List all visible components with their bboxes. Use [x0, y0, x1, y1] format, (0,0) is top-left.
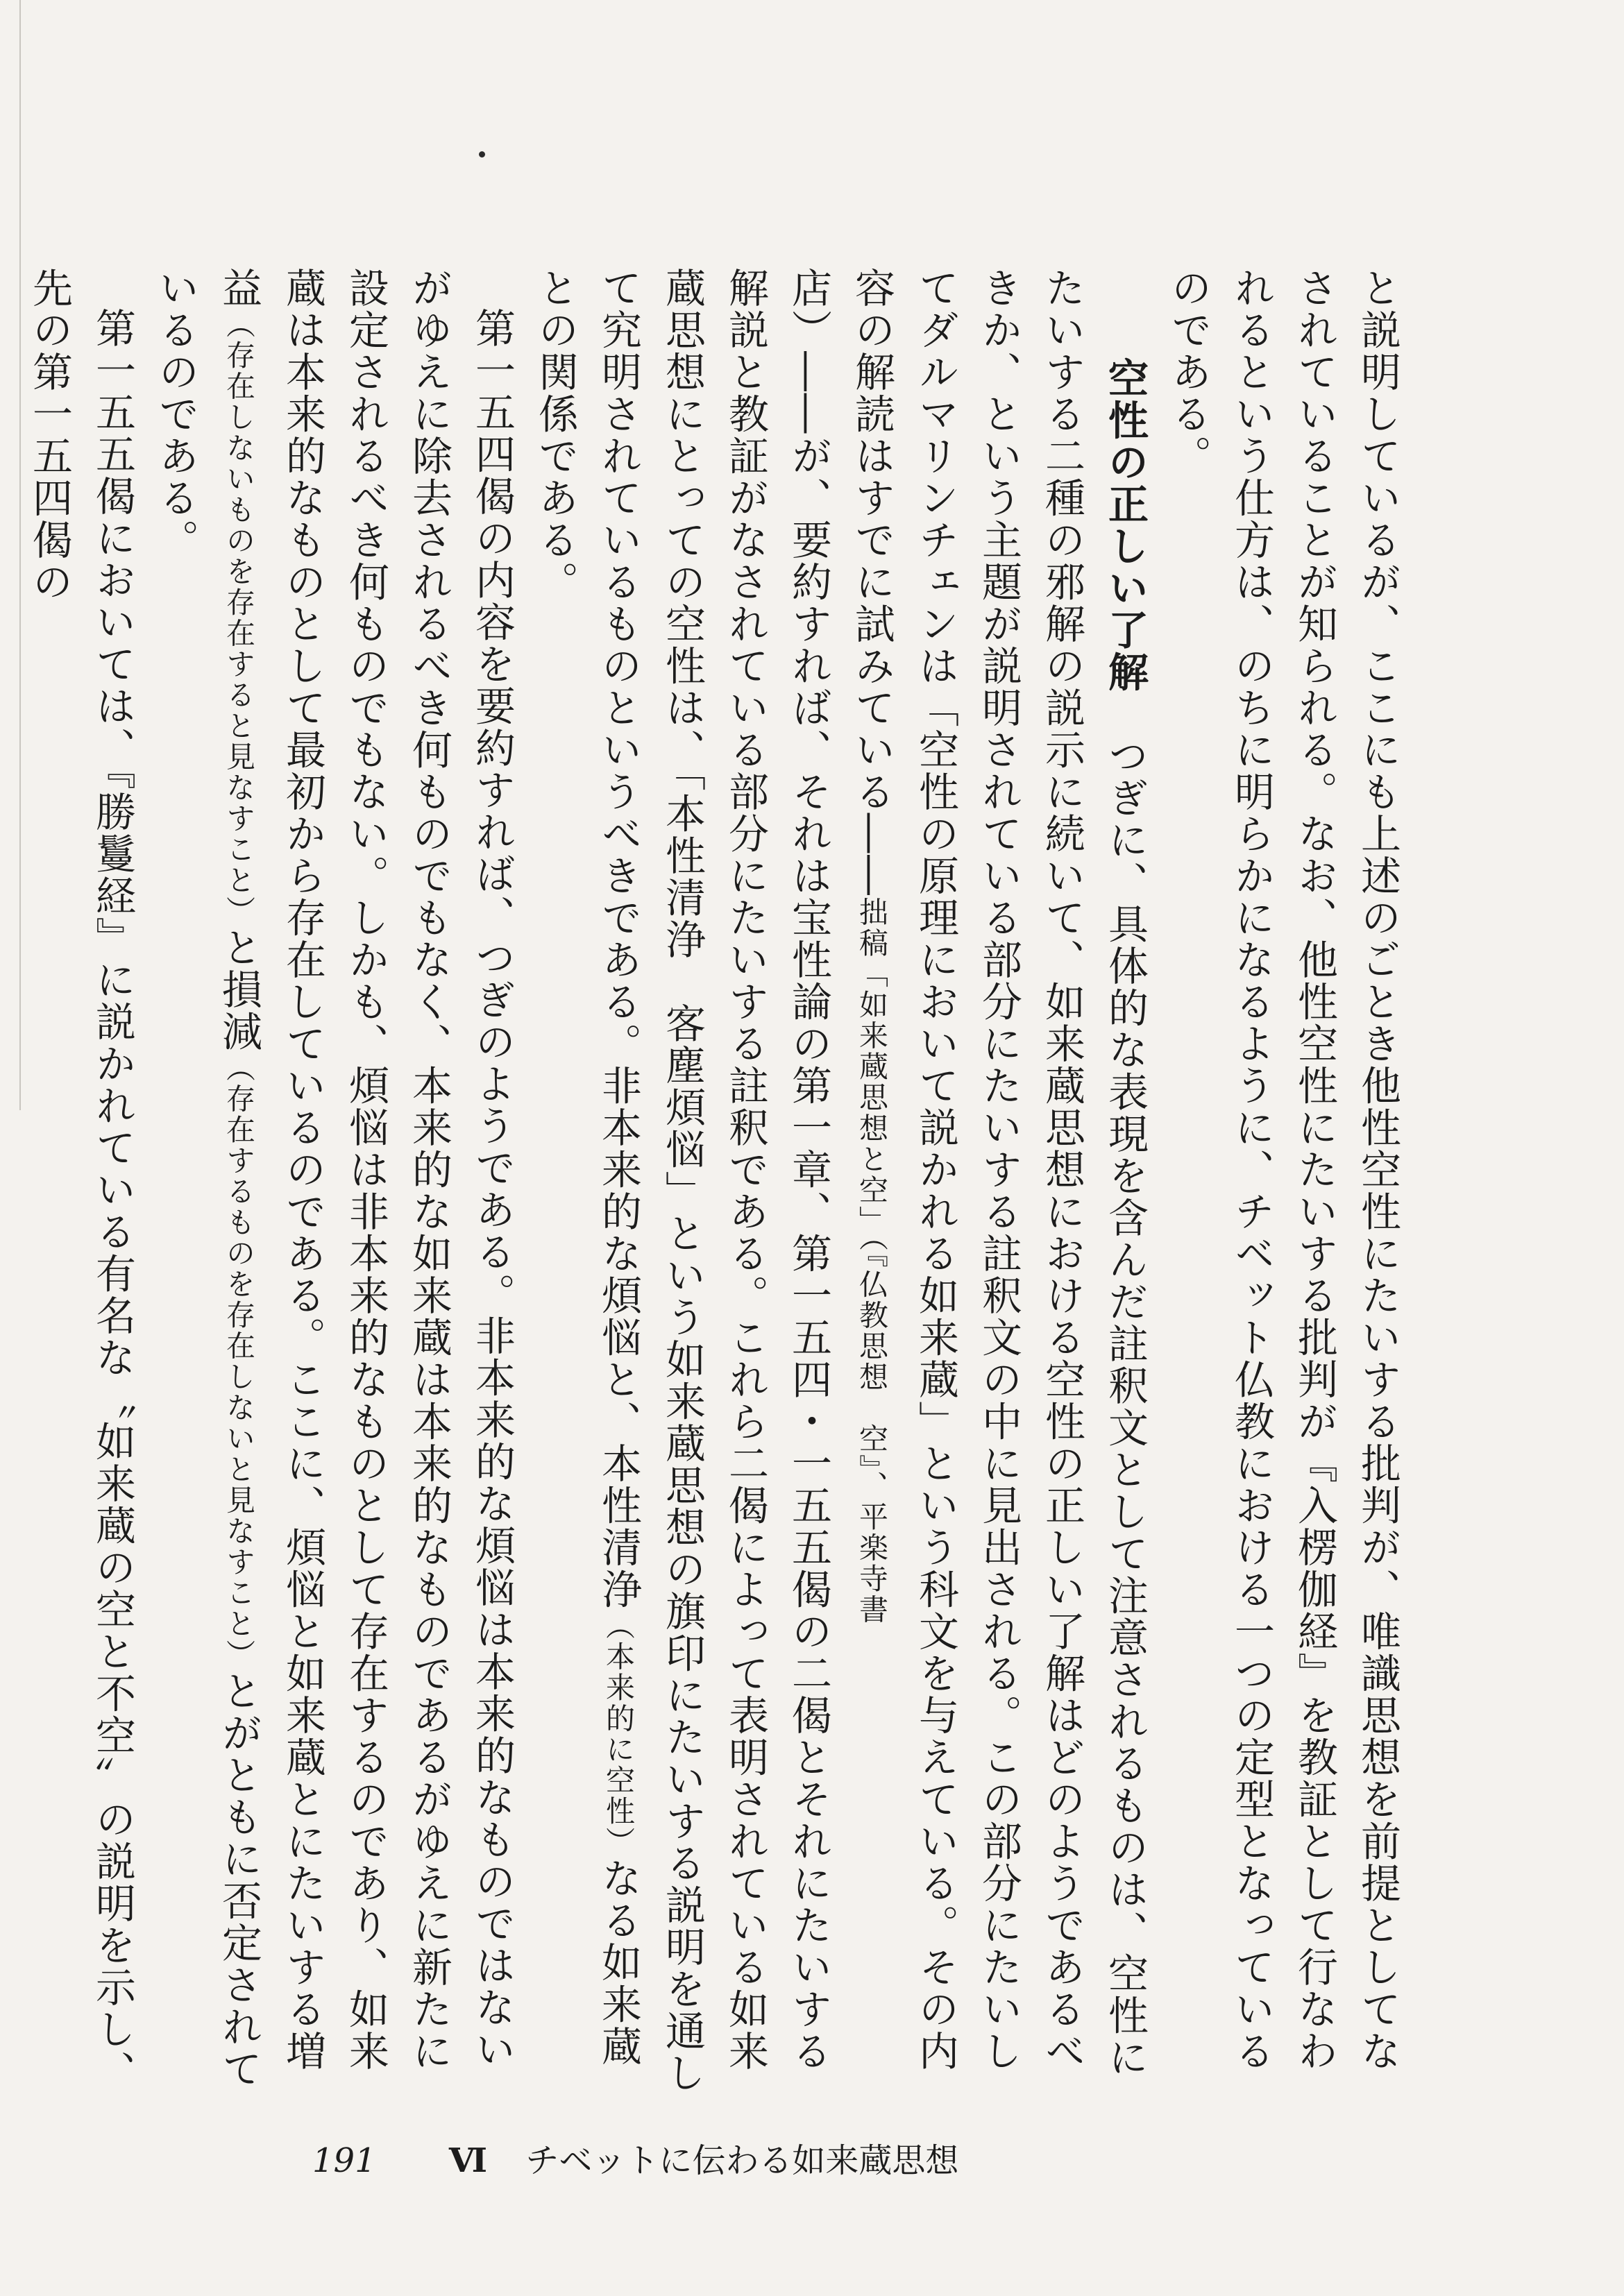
- paragraph-1: と説明しているが、ここにも上述のごとき他性空性にたいする批判が、唯識思想を前提としてなされていることが知られる。なお、他性空性にたいする批判が『入楞伽経』を教証として行なわれるという仕方は、のちに明らかになるように、チベット仏教における一つの定型となっているのである。: [1165, 267, 1401, 2073]
- chapter-title: チベットに伝わる如来蔵思想: [525, 2141, 959, 2180]
- paragraph-4-mid: と損減: [215, 926, 262, 1053]
- chapter-number: Ⅵ: [448, 2141, 488, 2180]
- main-text: [26, 267, 1409, 2106]
- paragraph-4-body: 第一五四偈の内容を要約すれば、つぎのようである。非本来的な煩悩は本来的なものではないがゆえに除去されるべき何ものでもなく、本来的な如来蔵は本来的なものであるがゆえに新たに設定されるべき何ものでもない。しかも、煩悩は非本来的なものとして存在するのであり、如来蔵は本来的なものとして最初から存在しているのである。ここに、煩悩と如来蔵とにたいする増益: [215, 267, 516, 2073]
- paragraph-3: [523, 267, 840, 2106]
- page-footer: [312, 2134, 958, 2182]
- paragraph-3-body: 店）――が、要約すれば、それは宝性論の第一章、第一五四・一五五偈の二偈とそれにたいする解説と教証がなされている部分にたいする註釈である。これら二偈によって表明されている如来蔵思想にとっての空性は、「本性清浄 客塵煩悩」という如来蔵思想の旗印にたいする説明を通して究明されているものというべきである。非本来的な煩悩と、本性清浄: [595, 267, 832, 2094]
- page-number: 191: [312, 2141, 376, 2180]
- section-heading: 空性の正しい了解: [1101, 357, 1149, 693]
- paragraph-4-paren-2: （存在するものを存在しないと見なすこと）: [222, 1053, 256, 1670]
- print-speck: [479, 151, 485, 158]
- paragraph-4-paren-1: （存在しないものを存在すると見なすこと）: [222, 309, 256, 927]
- paragraph-2-body: 説示に続いて、如来蔵思想における空性の正しい了解はどのようであるべきか、という主題が説明されている部分にたいする註釈文の中に見出される。この部分にたいしてダルマリンチェンは「空性の原理において説かれる如来蔵」という科文を与えている。その内容の解読はすでに試みている――: [848, 267, 1085, 2073]
- paragraph-3-paren: （本来的に空性）: [602, 1610, 636, 1857]
- citation-note: 拙稿「如来蔵思想と空」（『仏教思想 空』、平楽寺書: [855, 896, 889, 1625]
- paragraph-5: 第一五五偈においては、『勝鬘経』に説かれている有名な〝如来蔵の空と不空〟の説明を示し、先の第一五四偈の: [26, 267, 136, 2093]
- paragraph-2: [840, 267, 1156, 2106]
- paragraph-4-tail: とがともに否定されているのである。: [152, 267, 262, 2090]
- paragraph-3-tail: なる如来蔵との関係である。: [532, 267, 642, 2068]
- heading-continuation: つぎに、具体的な表現を含んだ註釈文として注意されるものは、空性にたいする二種の邪解の: [1038, 267, 1149, 2079]
- paragraph-4: [144, 267, 523, 2106]
